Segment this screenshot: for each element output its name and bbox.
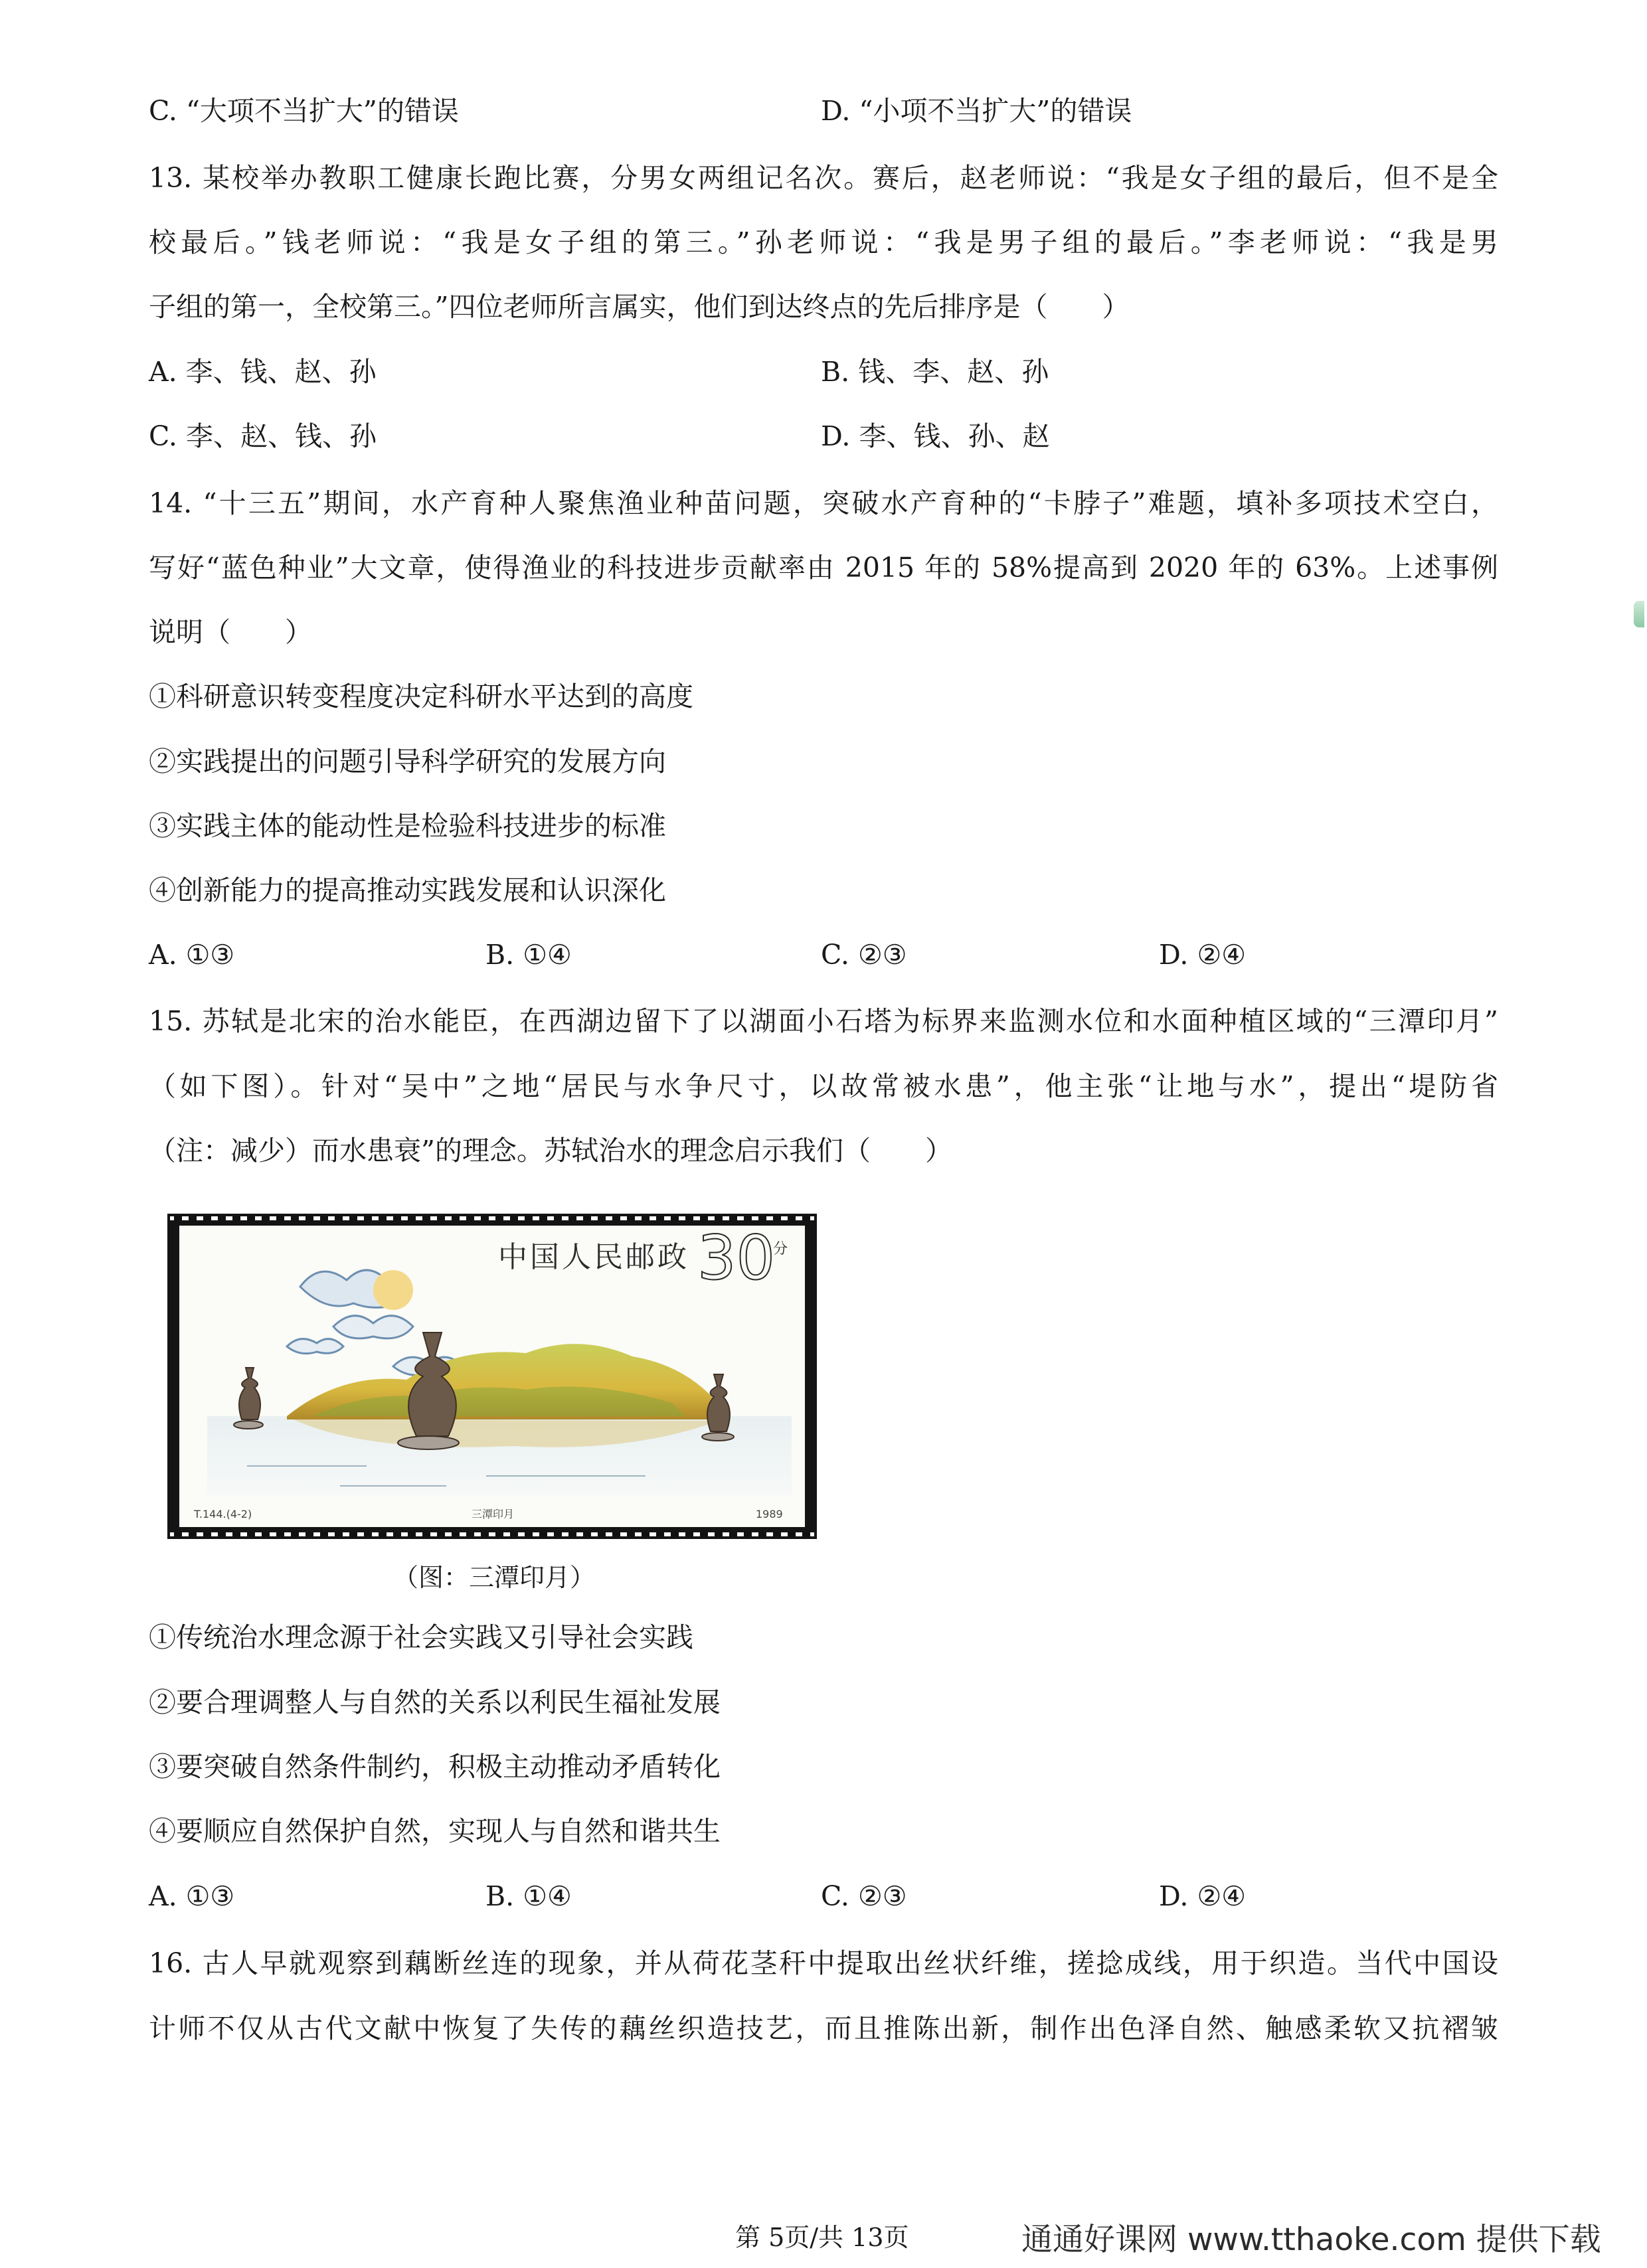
question-16-line-2: 计师不仅从古代文献中恢复了失传的藕丝织造技艺，而且推陈出新，制作出色泽自然、触感柔软又抗褶皱 <box>149 2012 1498 2044</box>
question-14-line-1: 14. “十三五”期间，水产育种人聚焦渔业种苗问题，突破水产育种的“卡脖子”难题，填补多项技术空白， <box>149 487 1498 519</box>
question-13-line-1: 13. 某校举办教职工健康长跑比赛，分男女两组记名次。赛后，赵老师说：“我是女子组的最后，但不是全 <box>149 162 1498 194</box>
question-14-option-d: D. ②④ <box>1159 939 1246 971</box>
question-14-option-a: A. ①③ <box>149 939 235 971</box>
question-15-item-1: ①传统治水理念源于社会实践又引导社会实践 <box>149 1621 693 1653</box>
question-14-line-2: 写好“蓝色种业”大文章，使得渔业的科技进步贡献率由 2015 年的 58%提高到 2020 年的 63%。上述事例 <box>149 552 1498 584</box>
question-15-line-3: （注：减少）而水患衰”的理念。苏轼治水的理念启示我们（ ） <box>149 1135 952 1167</box>
question-14-item-3: ③实践主体的能动性是检验科技进步的标准 <box>149 810 666 842</box>
question-13-option-a: A. 李、钱、赵、孙 <box>149 356 377 388</box>
option-d: D. “小项不当扩大”的错误 <box>821 95 1132 127</box>
question-15-item-3: ③要突破自然条件制约，积极主动推动矛盾转化 <box>149 1751 721 1783</box>
question-16-line-1: 16. 古人早就观察到藕断丝连的现象，并从荷花茎秆中提取出丝状纤维，搓捻成线，用于织造。当代中国设 <box>149 1947 1498 1979</box>
question-14-line-3: 说明（ ） <box>149 616 312 648</box>
question-15-option-a: A. ①③ <box>149 1880 235 1912</box>
question-14-item-4: ④创新能力的提高推动实践发展和认识深化 <box>149 874 666 906</box>
stamp-header: 中国人民邮政 <box>498 1240 689 1274</box>
question-15-item-4: ④要顺应自然保护自然，实现人与自然和谐共生 <box>149 1815 721 1847</box>
question-15-line-1: 15. 苏轼是北宋的治水能臣，在西湖边留下了以湖面小石塔为标界来监测水位和水面种植区域的“三潭印月” <box>149 1005 1498 1037</box>
question-14-item-1: ①科研意识转变程度决定科研水平达到的高度 <box>149 681 693 712</box>
question-13-line-2: 校最后。”钱老师说：“我是女子组的第三。”孙老师说：“我是男子组的最后。”李老师说：“我是男 <box>149 226 1498 258</box>
question-15-line-2: （如下图）。针对“吴中”之地“居民与水争尺寸，以故常被水患”，他主张“让地与水”，提出“堤防省 <box>149 1070 1498 1102</box>
question-15-option-b: B. ①④ <box>485 1880 572 1912</box>
stamp-code: T.144.(4-2) <box>194 1508 252 1520</box>
watermark-text: 通通好课网 www.tthaoke.com 提供下载 <box>1021 2222 1601 2258</box>
question-15-option-d: D. ②④ <box>1159 1880 1246 1912</box>
stamp-unit: 分 <box>773 1241 788 1257</box>
stamp-name: 三潭印月 <box>472 1508 515 1520</box>
question-15-item-2: ②要合理调整人与自然的关系以利民生福祉发展 <box>149 1686 721 1718</box>
question-13-option-b: B. 钱、李、赵、孙 <box>821 356 1049 388</box>
stamp-value: 30 <box>697 1222 776 1293</box>
stamp-image <box>167 1214 817 1539</box>
question-13-line-3: 子组的第一，全校第三。”四位老师所言属实，他们到达终点的先后排序是（ ） <box>149 291 1130 323</box>
page-number: 第 5页/共 13页 <box>735 2223 909 2252</box>
question-13-option-d: D. 李、钱、孙、赵 <box>821 420 1050 452</box>
edge-decoration <box>1634 601 1644 627</box>
question-15-option-c: C. ②③ <box>821 1880 907 1912</box>
stamp-illustration <box>167 1214 817 1539</box>
question-13-option-c: C. 李、赵、钱、孙 <box>149 420 377 452</box>
question-14-option-c: C. ②③ <box>821 939 907 971</box>
figure-caption: （图：三潭印月） <box>393 1563 596 1592</box>
option-c: C. “大项不当扩大”的错误 <box>149 95 459 127</box>
question-14-option-b: B. ①④ <box>485 939 572 971</box>
question-14-item-2: ②实践提出的问题引导科学研究的发展方向 <box>149 746 666 777</box>
stamp-year: 1989 <box>756 1508 783 1520</box>
